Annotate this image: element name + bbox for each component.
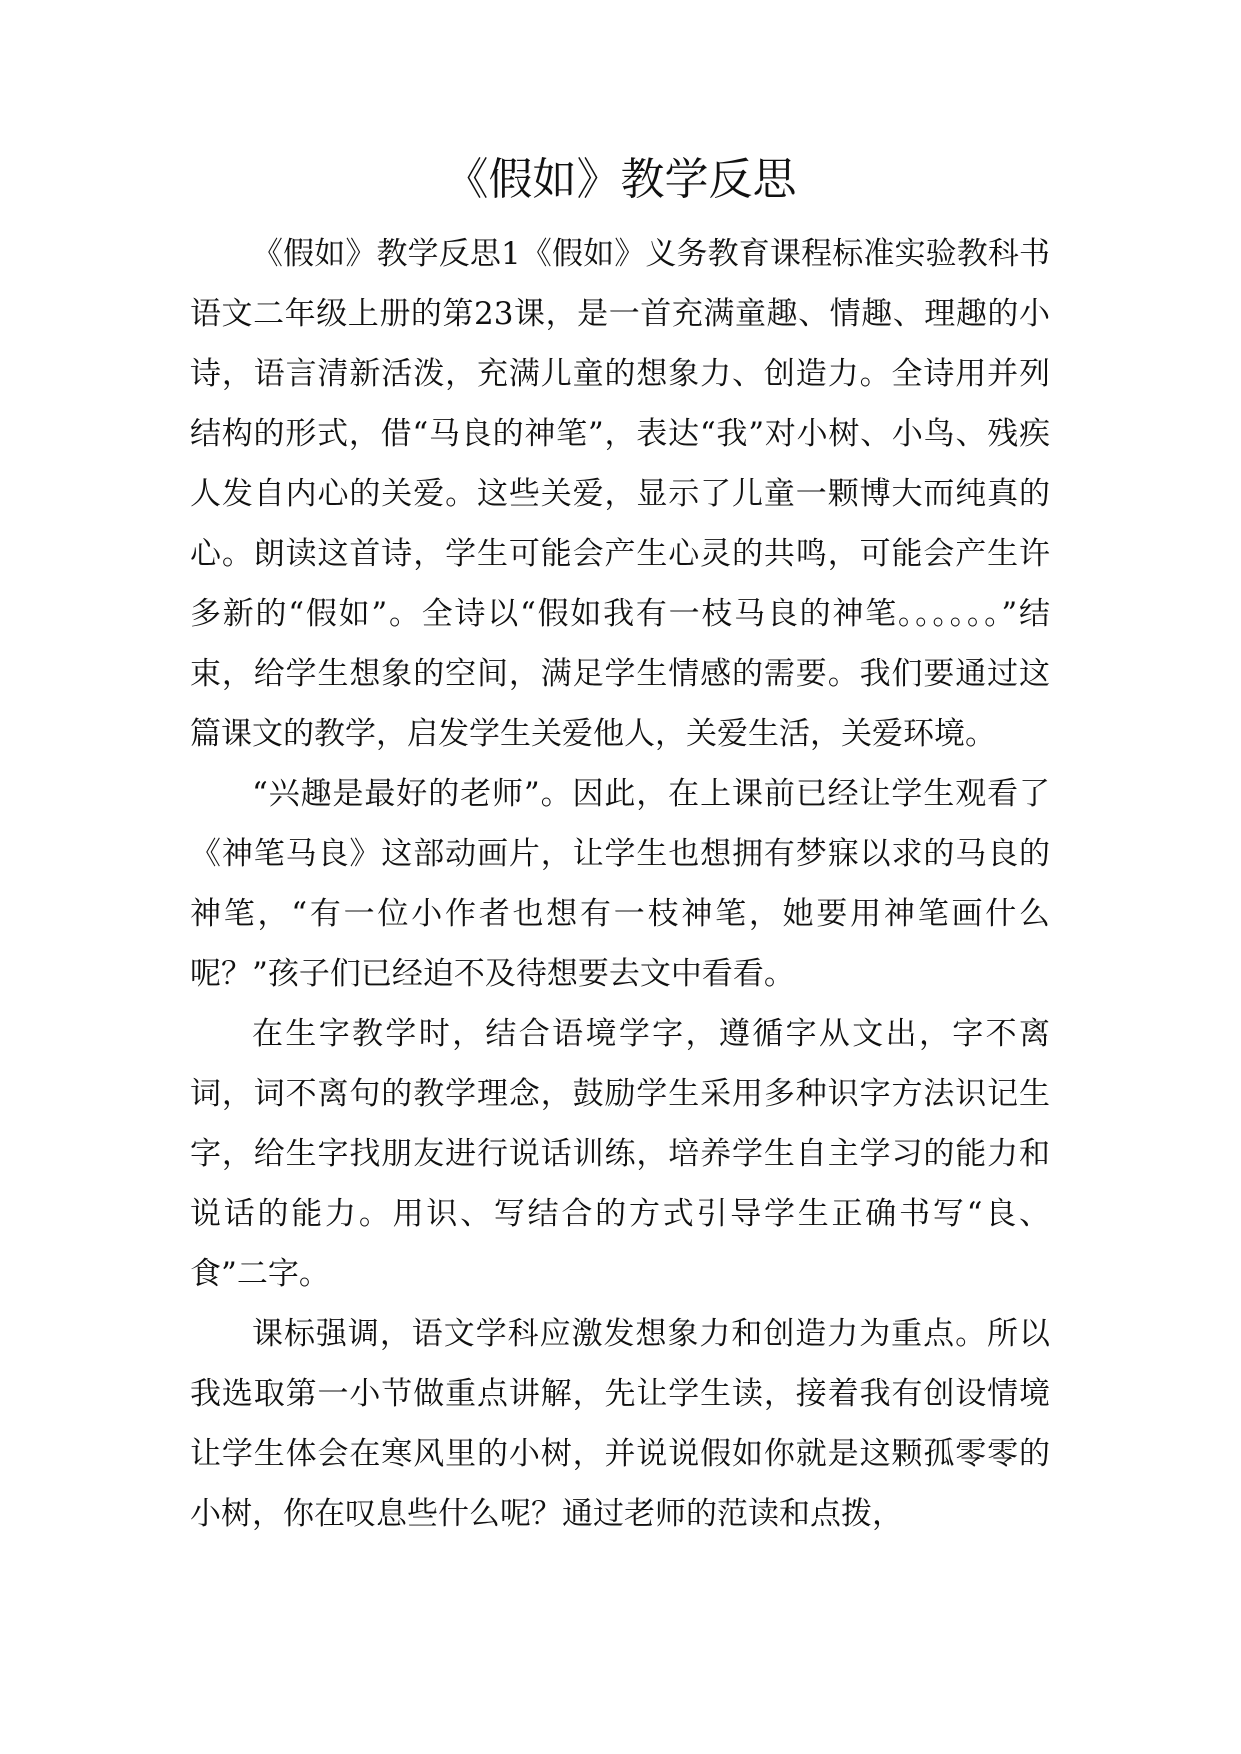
document-body — [190, 224, 1050, 1544]
paragraph-1: 《假如》教学反思1《假如》义务教育课程标准实验教科书语文二年级上册的第23课，是一首充满童趣、情趣、理趣的小诗，语言清新活泼，充满儿童的想象力、创造力。全诗用并列结构的形式，借“马良的神笔”，表达“我”对小树、小鸟、残疾人发自内心的关爱。这些关爱，显示了儿童一颗博大而纯真的心。朗读这首诗，学生可能会产生心灵的共鸣，可能会产生许多新的“假如”。全诗以“假如我有一枝马良的神笔。。。。。。”结束，给学生想象的空间，满足学生情感的需要。我们要通过这篇课文的教学，启发学生关爱他人，关爱生活，关爱环境。 — [190, 236, 1050, 752]
document-title: 《假如》教学反思 — [444, 154, 797, 205]
paragraph-2: “兴趣是最好的老师”。因此，在上课前已经让学生观看了《神笔马良》这部动画片，让学生也想拥有梦寐以求的马良的神笔，“有一位小作者也想有一枝神笔，她要用神笔画什么呢？”孩子们已经迫不及待想要去文中看看。 — [190, 776, 1050, 992]
paragraph-3: 在生字教学时，结合语境学字，遵循字从文出，字不离词，词不离句的教学理念，鼓励学生采用多种识字方法识记生字，给生字找朋友进行说话训练，培养学生自主学习的能力和说话的能力。用识、写结合的方式引导学生正确书写“良、食”二字。 — [190, 1016, 1050, 1292]
paragraph-4: 课标强调，语文学科应激发想象力和创造力为重点。所以我选取第一小节做重点讲解，先让学生读，接着我有创设情境让学生体会在寒风里的小树，并说说假如你就是这颗孤零零的小树，你在叹息些什么呢？通过老师的范读和点拨， — [190, 1316, 1050, 1532]
